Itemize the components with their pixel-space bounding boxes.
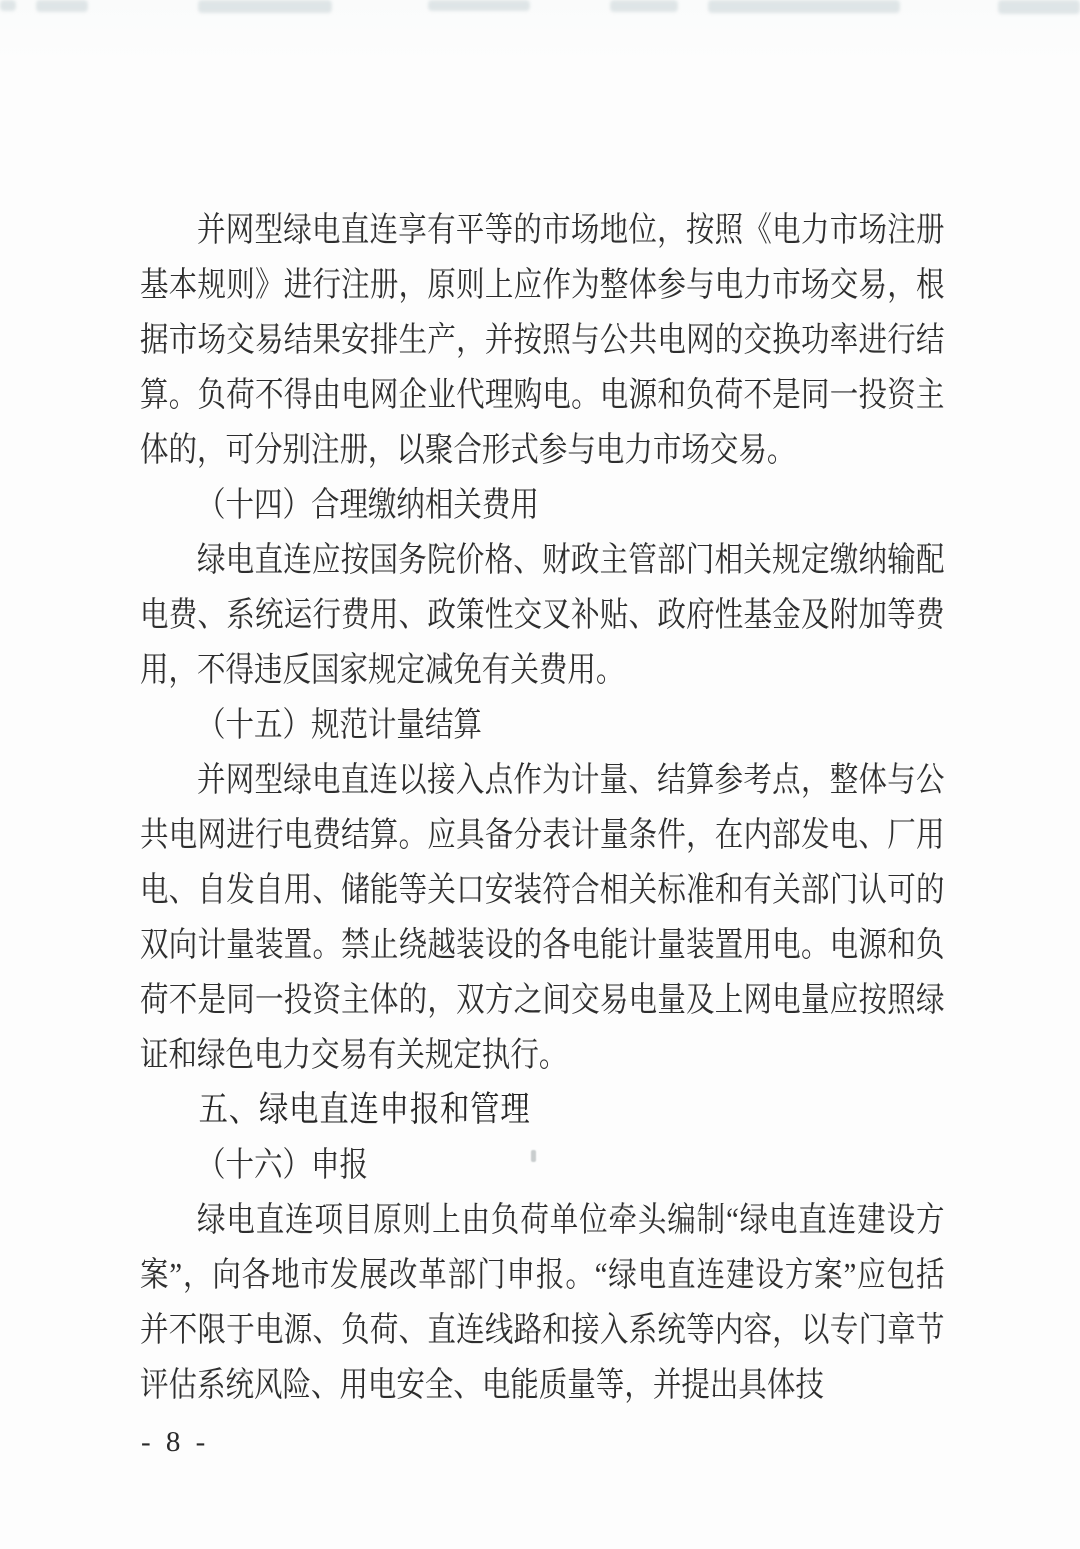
paragraph-market-position: 并网型绿电直连享有平等的市场地位，按照《电力市场注册基本规则》进行注册，原则上应作为整体参与电力市场交易，根据市场交易结果安排生产，并按照与公共电网的交换功率进行结算。负荷不得由电网企业代理购电。电源和负荷不是同一投资主体的，可分别注册，以聚合形式参与电力市场交易。 <box>140 212 945 469</box>
scan-artifact <box>998 0 1080 14</box>
paragraph-application: 绿电直连项目原则上由负荷单位牵头编制“绿电直连建设方案”，向各地市发展改革部门申报。“绿电直连建设方案”应包括并不限于电源、负荷、直连线路和接入系统等内容，以专门章节评估系统风险、用电安全、电能质量等，并提出具体技 <box>140 1202 945 1404</box>
paragraph-fees: 绿电直连应按国务院价格、财政主管部门相关规定缴纳输配电费、系统运行费用、政策性交叉补贴、政府性基金及附加等费用，不得违反国家规定减免有关费用。 <box>140 542 945 689</box>
subsection-heading-15: （十五）规范计量结算 <box>196 707 482 744</box>
scan-artifact <box>0 0 16 11</box>
section-heading-5: 五、绿电直连申报和管理 <box>198 1090 531 1130</box>
scan-artifact <box>708 0 900 13</box>
page-number: - 8 - <box>141 1426 210 1458</box>
document-body <box>140 203 944 1413</box>
scan-artifact <box>36 0 88 12</box>
subsection-heading-14: （十四）合理缴纳相关费用 <box>196 487 539 524</box>
scan-artifact <box>198 0 332 13</box>
scan-artifact <box>428 0 530 11</box>
subsection-heading-16: （十六）申报 <box>196 1147 368 1184</box>
scan-artifact <box>610 0 678 12</box>
paragraph-metering-settlement: 并网型绿电直连以接入点作为计量、结算参考点，整体与公共电网进行电费结算。应具备分表计量条件，在内部发电、厂用电、自发自用、储能等关口安装符合相关标准和有关部门认可的双向计量装置。禁止绕越装设的各电能计量装置用电。电源和负荷不是同一投资主体的，双方之间交易电量及上网电量应按照绿证和绿色电力交易有关规定执行。 <box>140 762 945 1074</box>
